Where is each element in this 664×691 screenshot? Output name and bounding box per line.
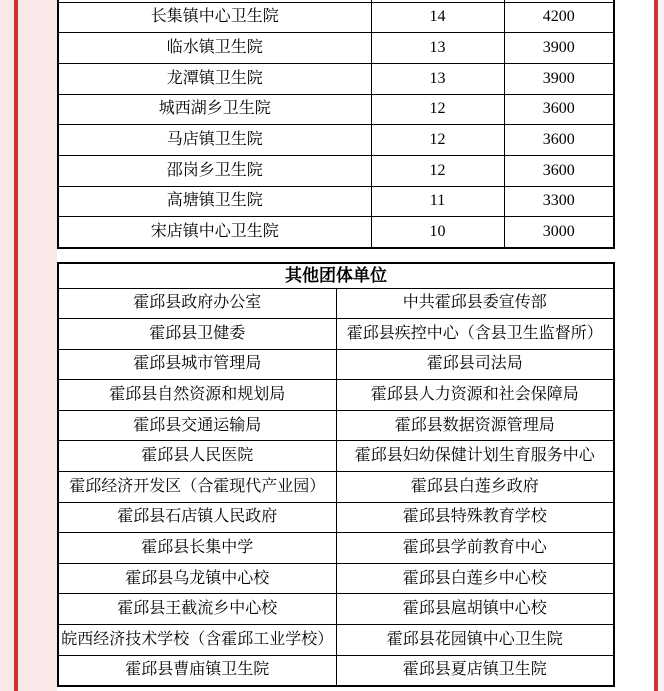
org-cell-right: 中共霍邱县委宣传部 (336, 288, 614, 319)
count-cell: 10 (371, 217, 504, 248)
table-row (58, 217, 614, 248)
unit-name-cell: 马店镇卫生院 (58, 125, 371, 156)
table-row (58, 533, 614, 564)
org-cell-right: 霍邱县学前教育中心 (336, 533, 614, 564)
count-cell: 12 (371, 94, 504, 125)
unit-name-cell: 邵岗乡卫生院 (58, 155, 371, 186)
table-row (58, 125, 614, 156)
table-row (58, 94, 614, 125)
table-row (58, 502, 614, 533)
table-row (58, 563, 614, 594)
count-cell: 12 (371, 155, 504, 186)
count-cell: 14 (371, 2, 504, 33)
org-cell-right: 霍邱县扈胡镇中心校 (336, 594, 614, 625)
count-cell: 11 (371, 186, 504, 217)
count-cell: 12 (371, 125, 504, 156)
amount-cell: 3900 (504, 33, 614, 64)
table-row (58, 625, 614, 656)
org-cell-right: 霍邱县夏店镇卫生院 (336, 655, 614, 686)
table-row (58, 380, 614, 411)
table-row (58, 410, 614, 441)
org-cell-right: 霍邱县数据资源管理局 (336, 410, 614, 441)
table-row (58, 472, 614, 503)
table-row (58, 349, 614, 380)
table-row (58, 33, 614, 64)
table-row (58, 288, 614, 319)
amount-cell: 3600 (504, 94, 614, 125)
other-group-units-table (57, 262, 615, 687)
amount-cell: 4200 (504, 2, 614, 33)
unit-name-cell: 城西湖乡卫生院 (58, 94, 371, 125)
amount-cell: 3600 (504, 155, 614, 186)
org-cell-right: 霍邱县白莲乡政府 (336, 472, 614, 503)
table-row (58, 594, 614, 625)
amount-cell: 3300 (504, 186, 614, 217)
amount-cell: 3000 (504, 217, 614, 248)
org-cell-right: 霍邱县妇幼保健计划生育服务中心 (336, 441, 614, 472)
org-cell-left: 霍邱县曹庙镇卫生院 (58, 655, 336, 686)
health-center-allocation-table (57, 0, 615, 249)
org-cell-right: 霍邱县特殊教育学校 (336, 502, 614, 533)
org-cell-left: 霍邱县卫健委 (58, 319, 336, 350)
left-margin-strip (0, 0, 57, 691)
table-row (58, 186, 614, 217)
table-row (58, 2, 614, 33)
count-cell: 13 (371, 33, 504, 64)
unit-name-cell: 宋店镇中心卫生院 (58, 217, 371, 248)
table-title: 其他团体单位 (58, 263, 614, 288)
amount-cell: 3600 (504, 125, 614, 156)
org-cell-left: 霍邱县长集中学 (58, 533, 336, 564)
org-cell-left: 霍邱县交通运输局 (58, 410, 336, 441)
left-frame-line (14, 0, 18, 691)
unit-name-cell: 高塘镇卫生院 (58, 186, 371, 217)
org-cell-left: 霍邱县城市管理局 (58, 349, 336, 380)
table-row (58, 63, 614, 94)
org-cell-left: 霍邱县自然资源和规划局 (58, 380, 336, 411)
amount-cell: 3900 (504, 63, 614, 94)
unit-name-cell: 临水镇卫生院 (58, 33, 371, 64)
org-cell-right: 霍邱县白莲乡中心校 (336, 563, 614, 594)
org-cell-right: 霍邱县花园镇中心卫生院 (336, 625, 614, 656)
org-cell-left: 霍邱县政府办公室 (58, 288, 336, 319)
count-cell: 13 (371, 63, 504, 94)
org-cell-right: 霍邱县司法局 (336, 349, 614, 380)
unit-name-cell: 长集镇中心卫生院 (58, 2, 371, 33)
table-row (58, 655, 614, 686)
right-margin-sliver (658, 0, 664, 691)
org-cell-left: 霍邱县乌龙镇中心校 (58, 563, 336, 594)
org-cell-left: 霍邱经济开发区（合霍现代产业园） (58, 472, 336, 503)
org-cell-right: 霍邱县疾控中心（含县卫生监督所） (336, 319, 614, 350)
table-row (58, 441, 614, 472)
org-cell-right: 霍邱县人力资源和社会保障局 (336, 380, 614, 411)
org-cell-left: 霍邱县石店镇人民政府 (58, 502, 336, 533)
org-cell-left: 皖西经济技术学校（含霍邱工业学校） (58, 625, 336, 656)
org-cell-left: 霍邱县王截流乡中心校 (58, 594, 336, 625)
table-row (58, 155, 614, 186)
unit-name-cell: 龙潭镇卫生院 (58, 63, 371, 94)
org-cell-left: 霍邱县人民医院 (58, 441, 336, 472)
table-header-row (58, 263, 614, 288)
table-row (58, 319, 614, 350)
